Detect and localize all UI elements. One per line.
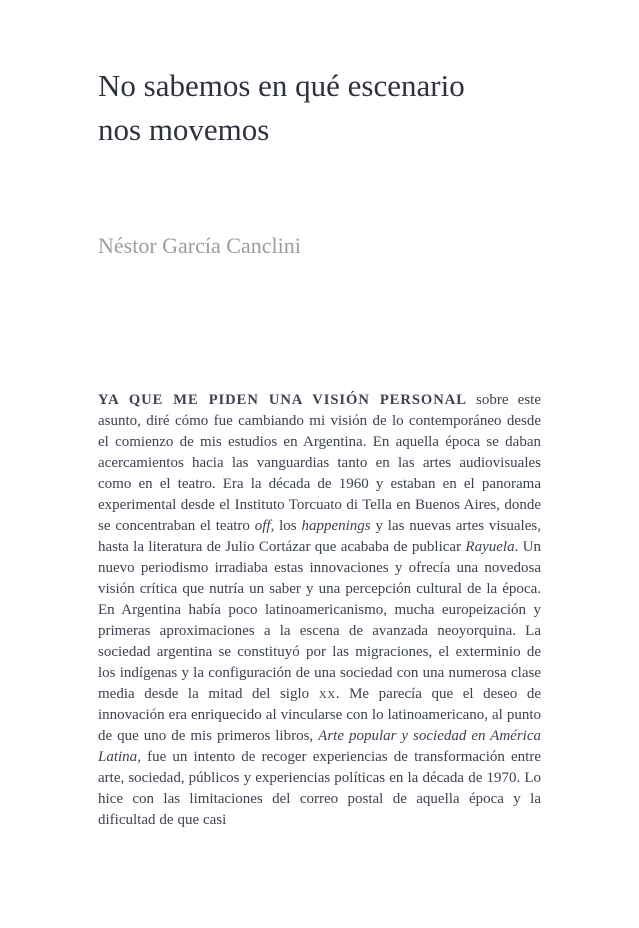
- text-segment-italic: Arte popular y sociedad en América Latina: [98, 728, 541, 765]
- text-segment-normal: y las nuevas artes visuales, hasta la literatura de Julio Cortázar que acababa de publicar: [98, 518, 541, 555]
- text-segment-italic: off: [254, 518, 271, 534]
- text-segment-italic: happenings: [301, 518, 371, 534]
- article-paragraph: [98, 390, 541, 831]
- book-page-background: [0, 64, 639, 928]
- text-segment-lead: YA QUE ME PIDEN UNA VISIÓN PERSONAL: [98, 392, 467, 408]
- author-name: Néstor García Canclini: [98, 233, 301, 258]
- page-title: [98, 64, 541, 152]
- text-segment-normal: sobre este asunto, diré cómo fue cambiando mi visión de lo contemporáneo desde el comienzo de mis estudios en Argentina. En aquella época se daban acercamientos hacia las vanguardias tanto en las artes audiovisuales como en el teatro. Era la década de 1960 y estaban en el panorama experimental desde el Instituto Torcuato di Tella en Buenos Aires, donde se concentraban el teatro: [98, 392, 541, 534]
- text-segment-italic: Rayuela: [465, 539, 515, 555]
- text-segment-normal: , fue un intento de recoger experiencias de transformación entre arte, sociedad, públicos y experiencias políticas en la década de 1970. Lo hice con las limitaciones del correo postal de aquella época y la dificultad de que casi: [98, 749, 541, 828]
- text-segment-normal: . Me parecía que el deseo de innovación era enriquecido al vincularse con lo latinoamericano, al punto de que uno de mis primeros libros,: [98, 686, 542, 744]
- title-line-1: No sabemos en qué escenario: [98, 68, 465, 103]
- text-segment-normal: , los: [270, 518, 302, 534]
- book-page: [0, 64, 639, 928]
- text-segment-smallcaps: xx: [318, 686, 336, 702]
- text-segment-normal: . Un nuevo periodismo irradiaba estas innovaciones y ofrecía una novedosa visión crítica que nutría un saber y una percepción cultural de la época. En Argentina había poco latinoamericanismo, mucha europeización y primeras aproximaciones a la escena de avanzada neoyorquina. La sociedad argentina se constituyó por las migraciones, el exterminio de los indígenas y la configuración de una sociedad con una numerosa clase media desde la mitad del siglo: [98, 539, 542, 702]
- title-line-2: nos movemos: [98, 112, 270, 147]
